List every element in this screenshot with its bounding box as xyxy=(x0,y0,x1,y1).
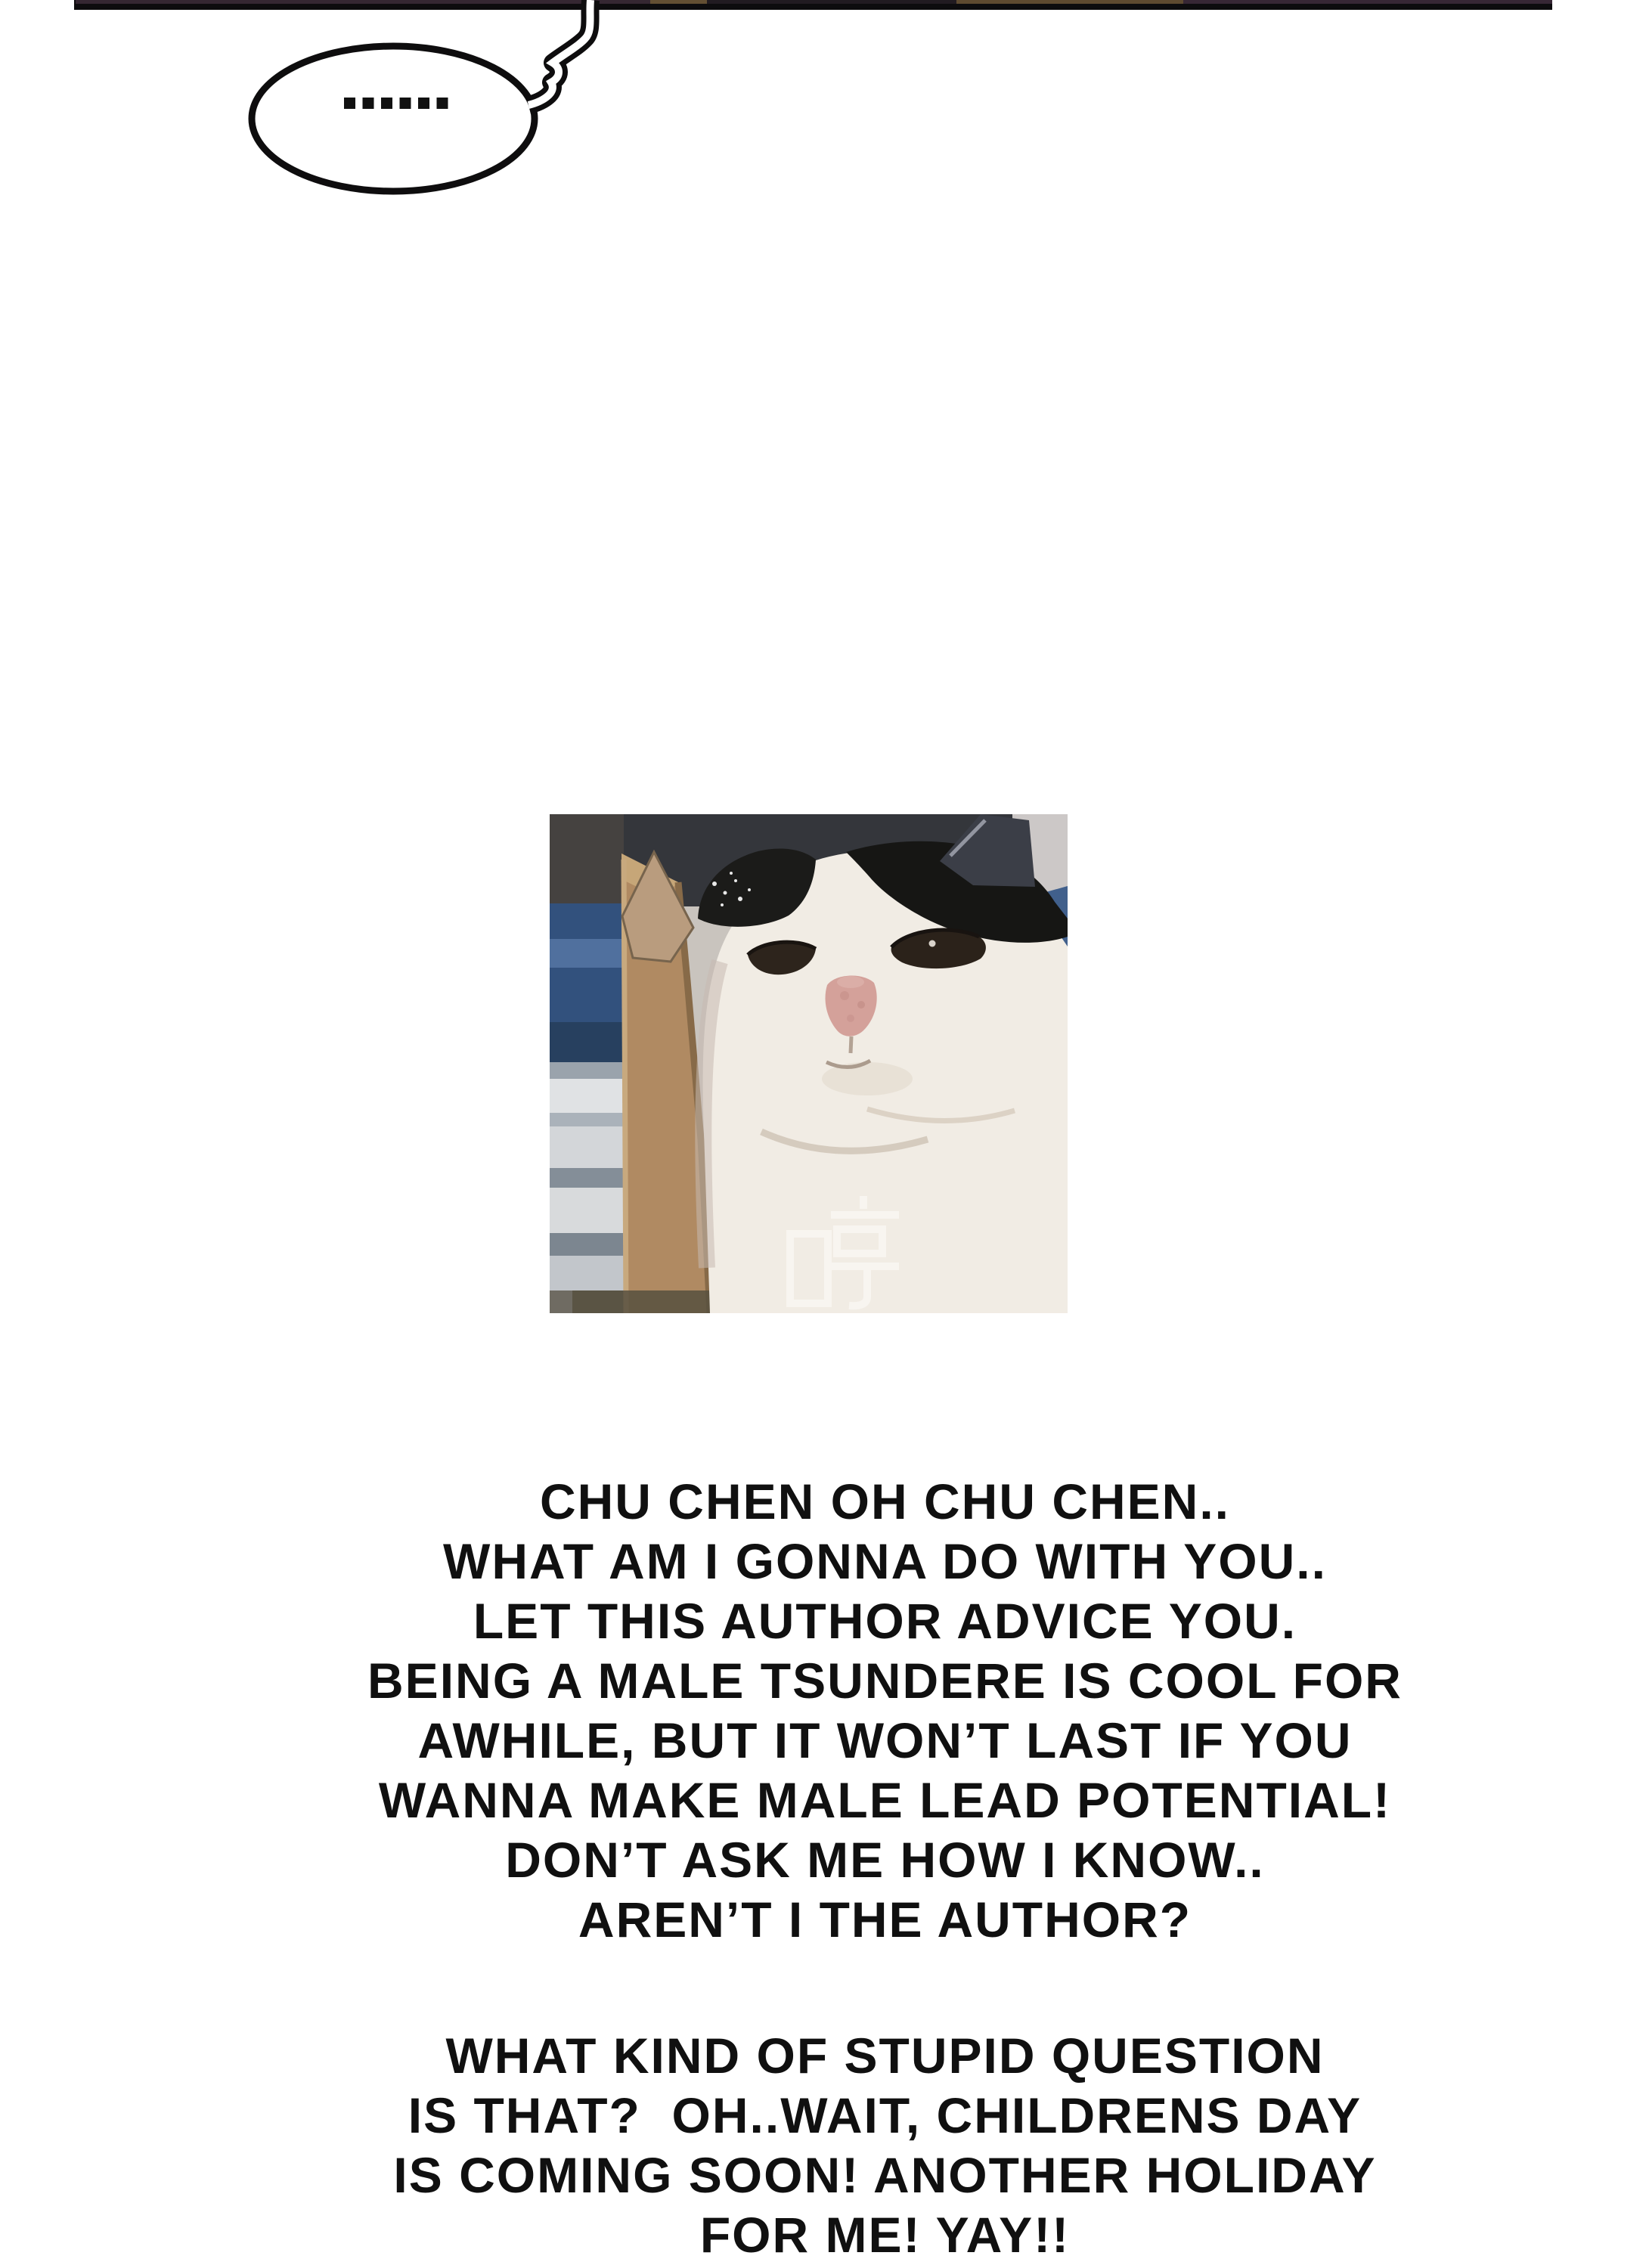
note-line: LET THIS AUTHOR ADVICE YOU. xyxy=(473,1593,1297,1649)
panel-divider xyxy=(74,0,1552,10)
speech-bubble xyxy=(252,0,590,191)
note-line: WANNA MAKE MALE LEAD POTENTIAL! xyxy=(378,1772,1392,1828)
note-line: WHAT KIND OF STUPID QUESTION xyxy=(445,2028,1325,2084)
note-line: BEING A MALE TSUNDERE IS COOL FOR xyxy=(367,1653,1403,1709)
author-note-paragraph-2 xyxy=(60,2026,1649,2265)
note-line: AREN’T I THE AUTHOR? xyxy=(578,1892,1192,1947)
panel-top-decoration xyxy=(0,0,1649,272)
cat-right-eye xyxy=(891,930,986,968)
note-line: IS COMING SOON! ANOTHER HOLIDAY xyxy=(393,2147,1377,2203)
radiator-bands xyxy=(550,1062,634,1313)
bubble-tail xyxy=(528,0,590,105)
note-line: WHAT AM I GONNA DO WITH YOU.. xyxy=(443,1533,1327,1589)
note-line: DON’T ASK ME HOW I KNOW.. xyxy=(505,1832,1265,1888)
note-line: CHU CHEN OH CHU CHEN.. xyxy=(539,1473,1231,1529)
author-note-paragraph-1 xyxy=(60,1472,1649,1950)
cat-meme-image xyxy=(550,814,1068,1313)
note-line: AWHILE, BUT IT WON’T LAST IF YOU xyxy=(417,1712,1353,1768)
note-line: FOR ME! YAY!! xyxy=(699,2207,1071,2263)
note-line: IS THAT? OH..WAIT, CHILDRENS DAY xyxy=(408,2087,1362,2143)
